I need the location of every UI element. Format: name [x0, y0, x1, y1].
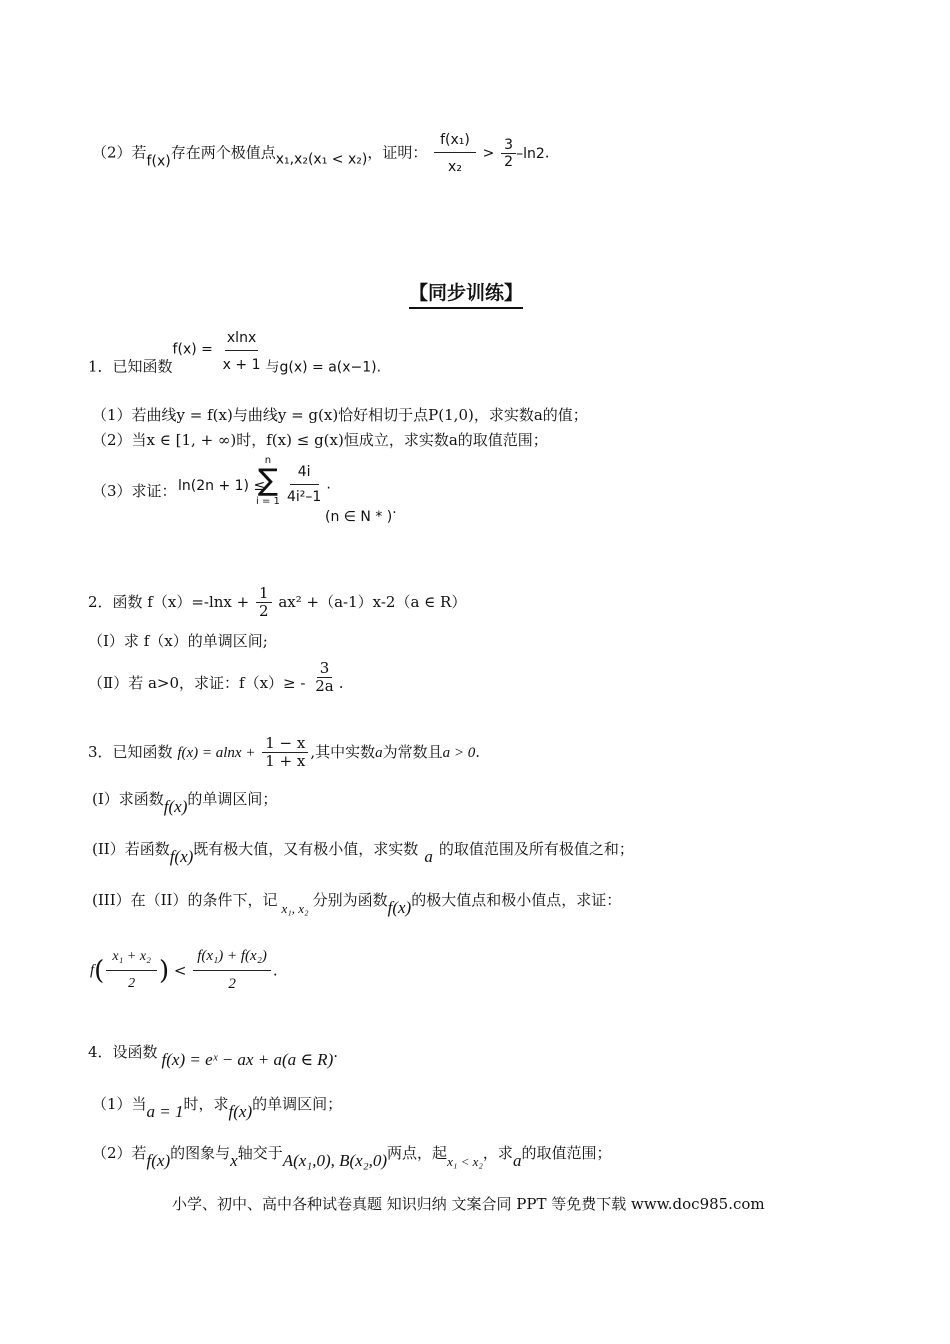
q4-part1-a: （1）当: [92, 1095, 147, 1113]
q3-ineq-den2: 2: [228, 976, 236, 993]
q4-part2-e: ，求: [482, 1144, 513, 1162]
q4-part1-fx: f(x): [228, 1102, 253, 1121]
q1-sum-sigma: ∑: [257, 463, 279, 498]
q4-part2-f: 的取值范围；: [521, 1144, 612, 1162]
q3-ineq-frac1: [106, 949, 157, 992]
q1-sum-fraction: [282, 464, 331, 505]
q3-ineq-end: .: [272, 961, 278, 980]
q1-sum-den: 4i²–1: [287, 489, 322, 506]
part2-label: （2）若: [92, 143, 147, 162]
part2-text2: ，证明：: [367, 143, 428, 162]
q4-stem: [88, 1045, 338, 1068]
q4-stem-end: .: [333, 1043, 339, 1061]
q3-inequality: [90, 948, 278, 994]
q3-ineq-lparen: (: [94, 955, 105, 986]
q4-part2: [92, 1146, 611, 1169]
q1-sum-symbol: [256, 455, 280, 507]
part2-fx: f(x): [146, 153, 171, 170]
q4-part2-a-var: a: [512, 1151, 522, 1170]
q2-part2-den: 2a: [315, 677, 334, 696]
q3-part1: [92, 792, 277, 815]
q3-part2-fx: f(x): [169, 847, 194, 866]
q3-ineq-num1: x₁ + x₂: [106, 949, 157, 971]
section-title: 【同步训练】: [409, 278, 523, 309]
q2-stem-a: 2．函数 f（x）=-lnx +: [88, 592, 250, 611]
q2-part2-a: （Ⅱ）若 a>0，求证：f（x）≥ -: [88, 673, 306, 692]
q4-stem-f: f(x) = eˣ − ax + a(a ∈ R): [161, 1050, 334, 1069]
page-footer: 小学、初中、高中各种试卷真题 知识归纳 文案合同 PPT 等免费下载 www.doc985.com: [172, 1195, 765, 1213]
q3-stem-den: 1 + x: [265, 752, 306, 771]
q1-sum-top: n: [264, 455, 272, 466]
q4-part2-c: 轴交于: [237, 1144, 283, 1162]
part2-neg-fraction: [501, 137, 516, 170]
part2-frac-den: x₂: [448, 159, 462, 176]
q2-part1: [88, 634, 268, 649]
q3-part3: [92, 893, 621, 916]
q2-part1-text: （Ⅰ）求 f（x）的单调区间;: [88, 632, 268, 650]
q4-part2-d: 两点，起: [387, 1144, 448, 1162]
q2-stem-b: ax² +（a-1）x-2（a ∈ R）: [278, 592, 467, 611]
q3-part1-fx: f(x): [163, 797, 188, 816]
q2-part2-frac: [312, 660, 337, 696]
q4-part2-b: 的图象与: [170, 1144, 231, 1162]
q3-stem-frac: [262, 735, 308, 771]
part2-tail: –ln2: [516, 145, 545, 162]
q1-frac-num: xlnx: [225, 330, 258, 351]
q1-part3-lhs: [178, 479, 265, 493]
q3-ineq-rparen: ): [158, 955, 170, 986]
q2-stem: [88, 585, 466, 621]
q1-frac-den: x + 1: [222, 357, 261, 374]
q3-part1-a: (I）求函数: [92, 790, 164, 808]
q4-part1-cond: a = 1: [146, 1102, 184, 1121]
q3-stem-a-var: a: [375, 744, 383, 761]
q1-mid: 与g(x) = a(x−1).: [265, 359, 382, 376]
q1-fraction: [220, 330, 264, 373]
q4-part2-cond: x₁ < x₂: [447, 1154, 483, 1169]
q1-sum-num: 4i: [290, 464, 319, 485]
q3-stem-f: f(x) = alnx +: [177, 744, 256, 761]
q3-part2-a: (II）若函数: [92, 840, 170, 858]
q4-part2-x: x: [230, 1151, 238, 1170]
q1-sum-frac: [284, 464, 324, 505]
q2-part2-end: .: [338, 673, 344, 692]
q3-part3-b: 分别为函数: [312, 891, 388, 909]
q1-part3-cond: [325, 502, 397, 524]
q3-stem-cond: a > 0: [442, 744, 476, 761]
part2-neg-den: 2: [504, 154, 514, 171]
q3-ineq-den1: 2: [128, 976, 136, 992]
q3-ineq-lt: <: [173, 961, 187, 980]
q3-stem: [88, 735, 480, 771]
q3-part2: [92, 842, 634, 865]
part2-points: x₁,x₂(x₁ < x₂): [275, 151, 368, 168]
q3-part2-c: 的取值范围及所有极值之和；: [438, 840, 634, 858]
q2-part2-num: 3: [317, 660, 333, 678]
q3-part1-b: 的单调区间；: [187, 790, 278, 808]
q1-part3-label-text: （3）求证：: [92, 482, 177, 500]
part2-frac-num: f(x₁): [434, 132, 476, 153]
q1-part2-text: （2）当x ∈ [1, + ∞)时，f(x) ≤ g(x)恒成立，求实数a的取值范围；: [92, 431, 548, 449]
q1-num: 1．已知函数: [88, 357, 173, 376]
q4-part1-c: 的单调区间；: [252, 1095, 343, 1113]
q3-ineq-num2: f(x₁) + f(x₂): [193, 948, 271, 971]
q4-part2-a: （2）若: [92, 1144, 147, 1162]
q3-ineq-frac2: [193, 948, 271, 994]
q3-stem-c: 为常数且: [382, 742, 443, 761]
q1-part2: [92, 433, 548, 448]
q1-f-lhs: f(x) =: [172, 341, 213, 358]
q1-part3-lhs-text: ln(2n + 1) ≤: [178, 478, 266, 494]
q3-part3-c: 的极大值点和极小值点，求证：: [411, 891, 622, 909]
q1-part3-label: [92, 484, 177, 499]
q1-part1-text: （1）若曲线y = f(x)与曲线y = g(x)恰好相切于点P(1,0)，求实数a的值；: [92, 406, 588, 424]
q3-stem-a: 3．已知函数: [88, 742, 173, 761]
part2-line: [92, 132, 550, 175]
part2-text1: 存在两个极值点: [170, 143, 276, 162]
q3-part2-b: 既有极大值，又有极小值，求实数: [193, 840, 419, 858]
part2-neg-num: 3: [501, 137, 516, 154]
q3-stem-end: .: [475, 742, 481, 761]
q4-part2-pts: A(x₁,0), B(x₂,0): [282, 1151, 388, 1170]
q4-part2-fx: f(x): [146, 1151, 171, 1170]
q3-stem-num: 1 − x: [262, 735, 308, 753]
q2-half-den: 2: [259, 602, 269, 621]
q2-half: [256, 585, 272, 621]
part2-fraction: [434, 132, 476, 175]
part2-end: .: [544, 143, 550, 162]
q3-ineq-f: f: [90, 962, 95, 979]
q3-part3-x: x₁, x₂: [281, 901, 309, 916]
q1-sum-bottom: i = 1: [256, 496, 280, 507]
q1-part1: [92, 408, 588, 423]
q1-sum-dot: .: [326, 476, 331, 493]
q3-part3-a: (III）在（II）的条件下，记: [92, 891, 278, 909]
q3-stem-b: ,其中实数: [310, 742, 376, 761]
q1-cond-end: .: [392, 501, 397, 517]
q2-part2: [88, 660, 344, 696]
q3-part2-a-var: a: [424, 847, 433, 866]
q2-half-num: 1: [256, 585, 272, 603]
part2-gt: >: [482, 145, 495, 162]
q4-part1-b: 时，求: [183, 1095, 229, 1113]
q4-stem-a: 4．设函数: [88, 1043, 158, 1061]
q4-part1: [92, 1097, 342, 1120]
q3-part3-fx: f(x): [387, 898, 412, 917]
q1-cond-text: (n ∈ N * ): [325, 509, 393, 525]
q1-stem: [88, 330, 381, 375]
